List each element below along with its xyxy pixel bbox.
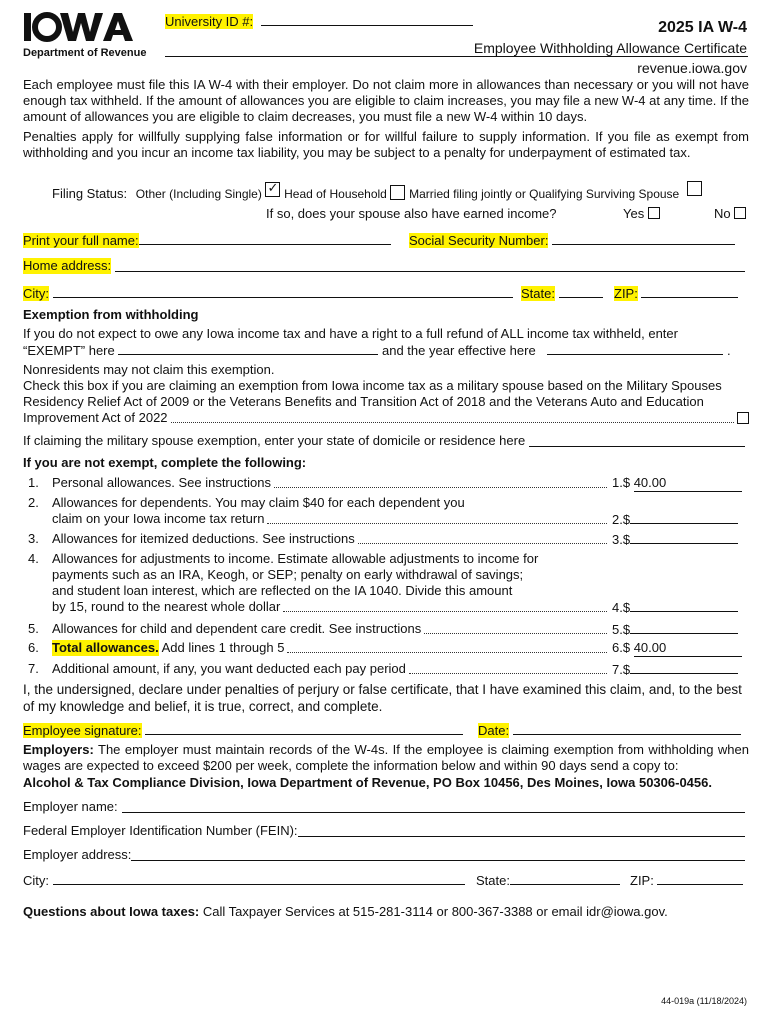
city-field (23, 285, 513, 302)
military-text-1: Check this box if you are claiming an exemption from Iowa income tax as a military spouse based on the Military Spouses (23, 378, 722, 393)
state-field (521, 285, 603, 302)
line3-label: Allowances for itemized deductions. See instructions (52, 531, 355, 546)
exempt-input[interactable] (118, 342, 378, 355)
university-id-input[interactable] (261, 13, 473, 26)
ssn-input[interactable] (552, 232, 735, 245)
date-input[interactable] (513, 722, 741, 735)
home-address-field (23, 258, 749, 274)
ssn-label: Social Security Number: (409, 233, 549, 248)
line5-num: 5. (28, 621, 39, 636)
line4-amount (612, 599, 738, 616)
allowances-heading: If you are not exempt, complete the following: (23, 455, 307, 470)
spouse-no (714, 206, 746, 222)
line7-label: Additional amount, if any, you want deducted each pay period (52, 661, 406, 676)
filing-status-row (52, 180, 702, 202)
form-title: 2025 IA W-4 (658, 19, 747, 36)
filing-status-label: Filing Status: (52, 186, 128, 201)
line6-row (52, 640, 610, 656)
line7-row (52, 661, 610, 677)
checkbox-other[interactable] (265, 182, 280, 197)
line1-ref: 1.$ (612, 475, 631, 490)
line5-amount (612, 621, 738, 638)
exemption-heading: Exemption from withholding (23, 307, 199, 322)
city-input[interactable] (53, 285, 513, 298)
spouse-yes (623, 206, 660, 222)
signature-input[interactable] (145, 722, 463, 735)
signature-label: Employee signature: (23, 723, 142, 738)
line3-row (52, 531, 610, 547)
line4-input[interactable] (630, 599, 738, 612)
home-address-input[interactable] (115, 270, 745, 272)
line7-amount (612, 661, 738, 678)
fein-input[interactable] (298, 835, 745, 837)
employer-zip-input[interactable] (657, 872, 743, 885)
filing-option-mfj: Married filing jointly or Qualifying Surviving Spouse (409, 187, 680, 201)
iowa-logo-mark (22, 8, 134, 44)
fein-label: Federal Employer Identification Number (FEIN): (23, 823, 298, 838)
department-name: Department of Revenue (23, 47, 147, 59)
line6-num: 6. (28, 640, 39, 655)
spouse-question: If so, does your spouse also have earned income? (266, 206, 557, 221)
employer-state-field (476, 872, 620, 889)
year-period: . (726, 343, 731, 358)
filing-option-hoh: Head of Household (284, 187, 387, 201)
line2-amount (612, 511, 738, 528)
line2-input[interactable] (630, 511, 738, 524)
intro-paragraph-2: Penalties apply for willfully supplying false information or for willful failure to supply information. If you file as exempt from withholding and you incur an income tax liability, you may be subject to a penalty for underpayment of estimated tax. (23, 129, 749, 160)
line4-label-b: payments such as an IRA, Keogh, or SEP; penalty on early withdrawal of savings; (52, 567, 524, 582)
dotted-leader (171, 422, 734, 423)
line2-label-b: claim on your Iowa income tax return (52, 511, 265, 526)
employer-city-input[interactable] (53, 872, 465, 885)
dotted-leader (358, 543, 607, 544)
line4-label-a: Allowances for adjustments to income. Estimate allowable adjustments to income for (52, 551, 539, 566)
state-label: State: (521, 286, 555, 301)
line6-value[interactable]: 40.00 (634, 640, 742, 657)
university-id-field (165, 13, 473, 30)
zip-field (614, 285, 738, 302)
spouse-yes-label: Yes (623, 206, 645, 221)
dotted-leader (287, 652, 607, 653)
name-field (23, 232, 391, 249)
line1-label: Personal allowances. See instructions (52, 475, 271, 490)
employer-name-field (23, 799, 749, 815)
line4-label-c: and student loan interest, which are reflected on the IA 1040. Divide this amount (52, 583, 513, 598)
employer-state-label: State: (476, 873, 510, 888)
date-field (478, 722, 741, 739)
dotted-leader (267, 523, 607, 524)
employer-city-label: City: (23, 873, 49, 888)
spouse-no-label: No (714, 206, 731, 221)
military-text-2: Residency Relief Act of 2009 or the Veterans Benefits and Transition Act of 2018 and the Veterans Auto and Education (23, 394, 704, 409)
military-row-3 (23, 410, 749, 426)
line2-label-a: Allowances for dependents. You may claim $40 for each dependent you (52, 495, 465, 510)
line1-num: 1. (28, 475, 39, 490)
zip-label: ZIP: (614, 286, 638, 301)
line5-label: Allowances for child and dependent care credit. See instructions (52, 621, 422, 636)
dotted-leader (424, 633, 607, 634)
checkbox-military-spouse[interactable] (737, 412, 749, 424)
questions-bold: Questions about Iowa taxes: (23, 904, 200, 919)
line6-ref: 6.$ (612, 640, 631, 655)
employer-address-field (23, 847, 749, 863)
questions-line (23, 904, 668, 920)
employers-text (23, 742, 749, 774)
employer-name-input[interactable] (122, 811, 745, 813)
intro-paragraph-1: Each employee must file this IA W-4 with their employer. Do not claim more in allowances than necessary or you will not have enough tax withheld. If the amount of allowances you are eligible to claim increases, you may file a new W-4 at any time. If the amount of allowances you are eligible to claim decreases, you must file a new W-4 within 10 days. (23, 77, 749, 124)
signature-field (23, 722, 463, 739)
employers-address: Alcohol & Tax Compliance Division, Iowa Department of Revenue, PO Box 10456, Des Moines, Iowa 50306-0456. (23, 775, 712, 790)
line2-num: 2. (28, 495, 39, 510)
checkbox-spouse-yes[interactable] (648, 207, 660, 219)
zip-input[interactable] (641, 285, 738, 298)
questions-text: Call Taxpayer Services at 515-281-3114 or 800-367-3388 or email idr@iowa.gov. (199, 904, 668, 919)
line5-ref: 5.$ (612, 622, 631, 637)
domicile-label: If claiming the military spouse exemption, enter your state of domicile or residence here (23, 433, 526, 448)
military-text-3: Improvement Act of 2022 (23, 410, 168, 425)
checkbox-mfj[interactable] (687, 181, 702, 196)
line7-num: 7. (28, 661, 39, 676)
line6-bold-label: Total allowances. (52, 640, 159, 655)
checkbox-hoh[interactable] (390, 185, 405, 200)
line1-value[interactable]: 40.00 (634, 475, 742, 492)
line3-input[interactable] (630, 531, 738, 544)
line4-ref: 4.$ (612, 600, 631, 615)
domicile-input[interactable] (529, 445, 745, 447)
city-label: City: (23, 286, 49, 301)
line2-row (52, 511, 610, 527)
iowa-logo (22, 8, 134, 49)
employer-zip-field (630, 872, 743, 889)
nonresident-note: Nonresidents may not claim this exemption. (23, 362, 275, 377)
dotted-leader (274, 487, 607, 488)
line5-row (52, 621, 610, 637)
header-divider (165, 56, 748, 57)
name-input[interactable] (139, 232, 391, 245)
employer-address-label: Employer address: (23, 847, 132, 862)
checkmark-icon: ✓ (267, 180, 279, 195)
year-input[interactable] (547, 342, 723, 355)
website: revenue.iowa.gov (637, 60, 747, 76)
line3-num: 3. (28, 531, 39, 546)
dotted-leader (283, 611, 607, 612)
date-label: Date: (478, 723, 510, 738)
line7-input[interactable] (630, 661, 738, 674)
line1-row (52, 475, 610, 491)
exemption-text-1: If you do not expect to owe any Iowa income tax and have a right to a full refund of ALL income tax withheld, enter (23, 326, 678, 341)
filing-option-other: Other (Including Single) (135, 187, 262, 201)
line2-ref: 2.$ (612, 512, 631, 527)
domicile-row (23, 433, 749, 449)
university-id-label: University ID #: (165, 14, 254, 29)
form-code: 44-019a (11/18/2024) (661, 996, 747, 1006)
employer-zip-label: ZIP: (630, 873, 654, 888)
name-label: Print your full name: (23, 233, 139, 248)
employer-state-input[interactable] (510, 872, 620, 885)
line3-ref: 3.$ (612, 532, 631, 547)
line6-label: Add lines 1 through 5 (158, 640, 285, 655)
line7-ref: 7.$ (612, 662, 631, 677)
checkbox-spouse-no[interactable] (734, 207, 746, 219)
fein-field (23, 823, 749, 839)
employer-address-input[interactable] (131, 859, 745, 861)
employers-body: The employer must maintain records of the W-4s. If the employee is claiming exemption from withholding when wages are expected to exceed $200 per week, complete the information below and within 90 days send a copy to: (23, 742, 749, 773)
line4-row (52, 599, 610, 615)
line6-amount (612, 640, 742, 657)
exempt-label: “EXEMPT” here (23, 343, 115, 358)
line5-input[interactable] (630, 621, 738, 634)
state-input[interactable] (559, 285, 603, 298)
form-subtitle: Employee Withholding Allowance Certificate (473, 40, 747, 56)
line3-amount (612, 531, 738, 548)
year-label: and the year effective here (382, 343, 536, 358)
declaration: I, the undersigned, declare under penalties of perjury or false certificate, that I have examined this claim, and, to the best of my knowledge and belief, it is true, correct, and complete. (23, 682, 742, 714)
ssn-field (409, 232, 735, 249)
line4-label-d: by 15, round to the nearest whole dollar (52, 599, 281, 614)
exempt-row (23, 342, 731, 359)
employer-city-field (23, 872, 465, 889)
dotted-leader (409, 673, 607, 674)
employers-bold-lead: Employers: (23, 742, 94, 757)
home-address-label: Home address: (23, 258, 112, 273)
line4-num: 4. (28, 551, 39, 566)
line1-amount (612, 475, 742, 492)
employer-name-label: Employer name: (23, 799, 118, 814)
